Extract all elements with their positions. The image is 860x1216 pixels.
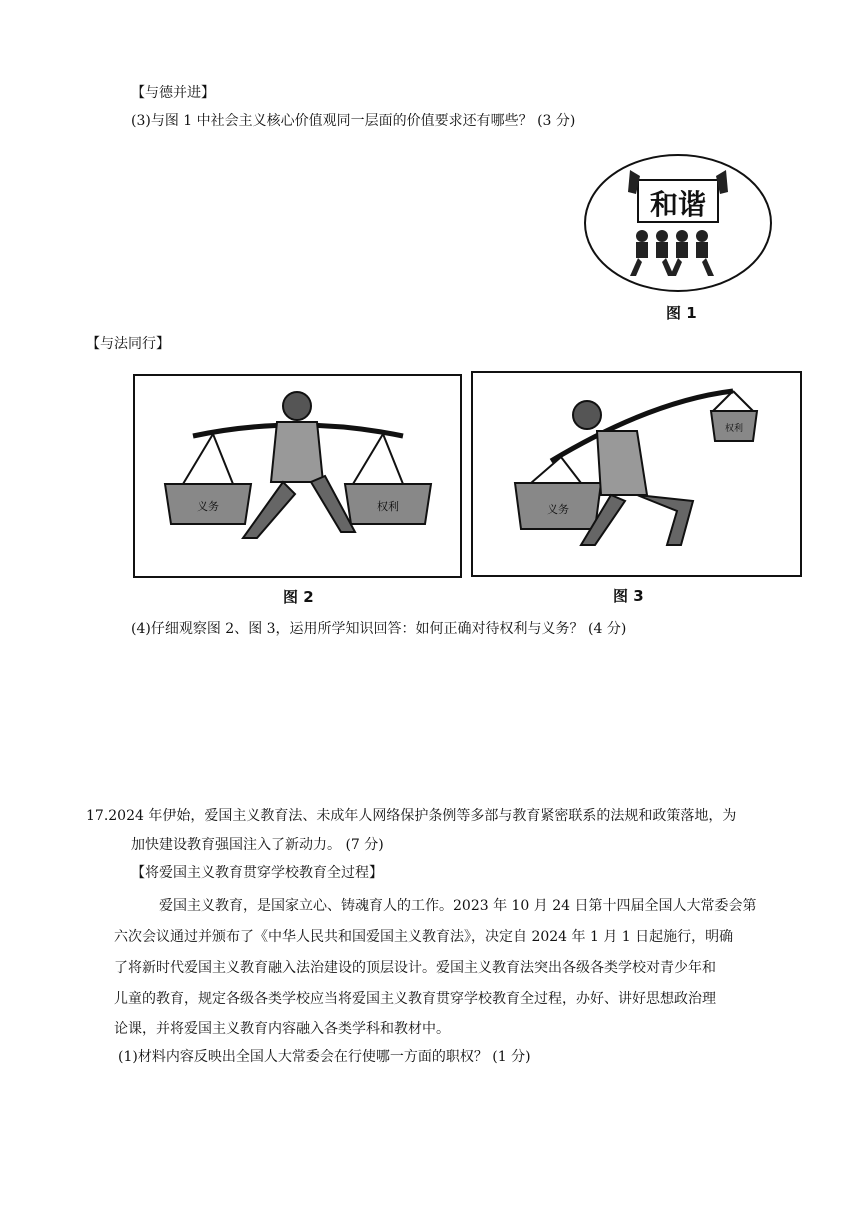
material-paragraph-line: 爱国主义教育，是国家立心、铸魂育人的工作。2023 年 10 月 24 日第十四届全国人大常委会第 [159,898,757,914]
figure-2-left-box-label: 义务 [197,500,219,513]
question-17-line-1: 17.2024 年伊始，爱国主义教育法、未成年人网络保护条例等多部与教育紧密联系的法规和政策落地，为 [86,808,737,824]
figure-3-unbalanced-pole-illustration [471,371,802,577]
figure-2-balanced-pole-illustration [133,374,462,578]
figure-3-right-box-label: 权利 [724,424,744,434]
section-heading-de: 【与德并进】 [131,85,215,101]
figure-2-caption: 图 2 [283,588,314,606]
figure-1-harmony-illustration [582,152,774,294]
figure-1-caption: 图 1 [666,304,697,322]
material-paragraph-line: 儿童的教育，规定各级各类学校应当将爱国主义教育贯穿学校教育全过程，办好、讲好思想政治理 [114,991,716,1007]
question-17-heading: 【将爱国主义教育贯穿学校教育全过程】 [131,865,383,881]
material-paragraph-line: 论课，并将爱国主义教育内容融入各类学科和教材中。 [114,1021,450,1037]
question-3: (3)与图 1 中社会主义核心价值观同一层面的价值要求还有哪些？ (3 分) [131,113,576,129]
figure-1-word: 和谐 [649,188,707,221]
question-4: (4)仔细观察图 2、图 3，运用所学知识回答：如何正确对待权利与义务？ (4 分) [131,621,627,637]
question-17-line-2: 加快建设教育强国注入了新动力。 (7 分) [131,837,384,853]
figure-3-left-box-label: 义务 [547,503,569,516]
figure-3-caption: 图 3 [613,587,644,605]
material-paragraph-line: 了将新时代爱国主义教育融入法治建设的顶层设计。爱国主义教育法突出各级各类学校对青少年和 [114,960,716,976]
material-paragraph-line: 六次会议通过并颁布了《中华人民共和国爱国主义教育法》，决定自 2024 年 1 月 1 日起施行，明确 [114,929,734,945]
question-17-1: (1)材料内容反映出全国人大常委会在行使哪一方面的职权？ (1 分) [118,1049,531,1065]
figure-2-right-box-label: 权利 [377,500,399,513]
section-heading-fa: 【与法同行】 [86,336,170,352]
